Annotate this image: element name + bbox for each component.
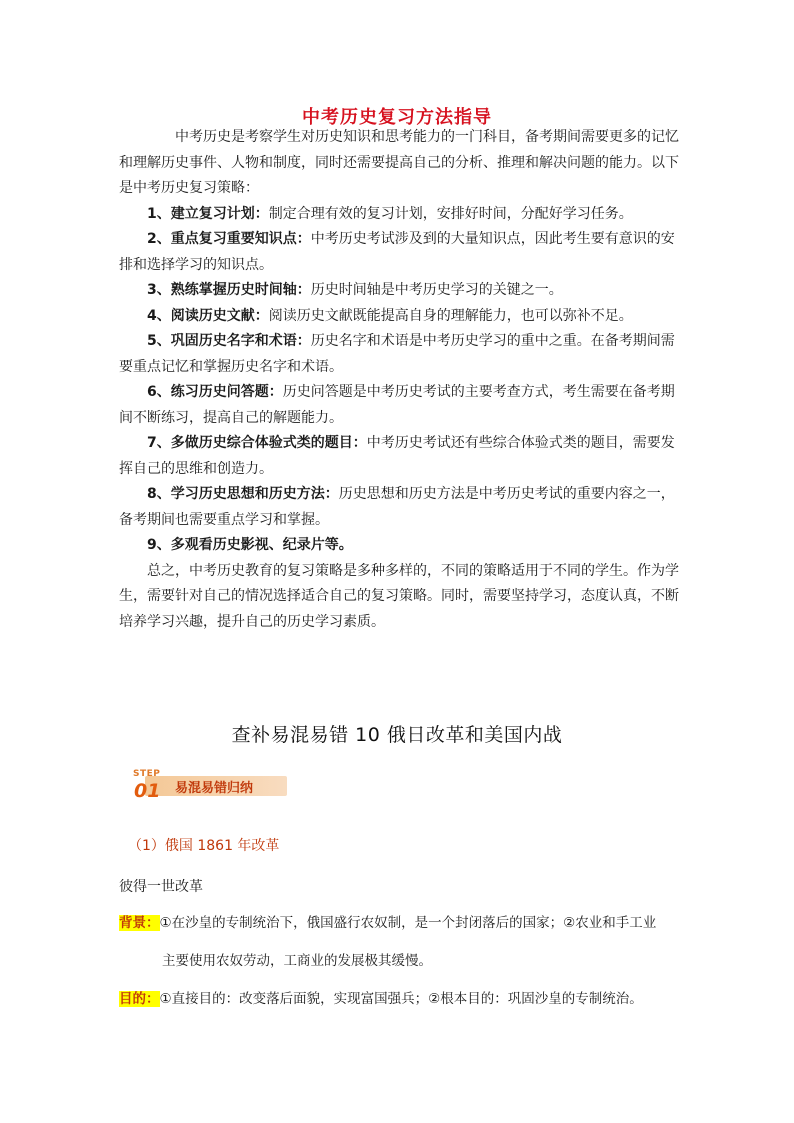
item-body: 中考历史考试还有些综合体验式类的题目，需要发挥自己的思维和创造力。 [119,435,675,477]
item-body: 阅读历史文献既能提高自身的理解能力，也可以弥补不足。 [268,307,633,324]
item-heading: 6、练习历史问答题： [147,384,283,400]
section-title: 查补易混易错 10 俄日改革和美国内战 [231,724,563,746]
sub-heading: （1）俄国 1861 年改革 [128,838,280,854]
background-text: ①在沙皇的专制统治下，俄国盛行农奴制，是一个封闭落后的国家；②农业和手工业 [159,915,657,931]
item-body: 历史问答题是中考历史考试的主要考查方式，考生需要在备考期间不断练习，提高自己的解题能力。 [119,384,675,426]
item-body: 制定合理有效的复习计划，安排好时间，分配好学习任务。 [268,205,633,222]
intro-section [119,125,683,635]
document-title: 中考历史复习方法指导 [302,107,492,128]
item-heading: 9、多观看历史影视、纪录片等。 [147,537,353,553]
background-line [119,911,656,931]
item-body: 历史名字和术语是中考历史学习的重中之重。在备考期间需要重点记忆和掌握历史名字和术语。 [119,333,675,375]
list-item [119,304,683,330]
list-item [119,431,683,482]
purpose-text: ①直接目的：改变落后面貌，实现富国强兵；②根本目的：巩固沙皇的专制统治。 [159,991,643,1007]
list-item [119,533,683,559]
item-body: 历史时间轴是中考历史学习的关键之一。 [310,282,563,298]
purpose-label: 目的： [119,991,160,1007]
item-heading: 1、建立复习计划： [147,205,269,222]
list-item [119,227,683,278]
item-heading: 4、阅读历史文献： [147,307,269,324]
item-heading: 2、重点复习重要知识点： [147,231,311,247]
list-item [119,329,683,380]
item-heading: 8、学习历史思想和历史方法： [147,486,339,502]
item-heading: 7、多做历史综合体验式类的题目： [147,435,367,451]
item-heading: 5、巩固历史名字和术语： [147,333,311,349]
step-badge [125,768,287,802]
summary-paragraph: 总之，中考历史教育的复习策略是多种多样的，不同的策略适用于不同的学生。作为学生，需要针对自己的情况选择适合自己的复习策略。同时，需要坚持学习，态度认真，不断培养学习兴趣，提升自己的历史学习素质。 [119,562,679,630]
list-item [119,278,683,304]
purpose-line [119,987,643,1007]
step-number: 01 [134,780,161,802]
step-label: 易混易错归纳 [175,781,254,796]
list-item [119,380,683,431]
list-item [119,482,683,533]
item-heading: 3、熟练掌握历史时间轴： [147,282,311,298]
item-body: 中考历史考试涉及到的大量知识点，因此考生要有意识的安排和选择学习的知识点。 [119,231,675,273]
background-label: 背景： [119,915,160,931]
list-item [119,202,683,228]
item-body: 历史思想和历史方法是中考历史考试的重要内容之一，备考期间也需要重点学习和掌握。 [119,486,675,528]
step-word: STEP [133,769,161,779]
intro-paragraph: 中考历史是考察学生对历史知识和思考能力的一门科目，备考期间需要更多的记忆和理解历史事件、人物和制度，同时还需要提高自己的分析、推理和解决问题的能力。以下是中考历史复习策略： [119,129,679,196]
background-line-continued: 主要使用农奴劳动，工商业的发展极其缓慢。 [162,953,432,969]
topic-line: 彼得一世改革 [119,879,203,895]
